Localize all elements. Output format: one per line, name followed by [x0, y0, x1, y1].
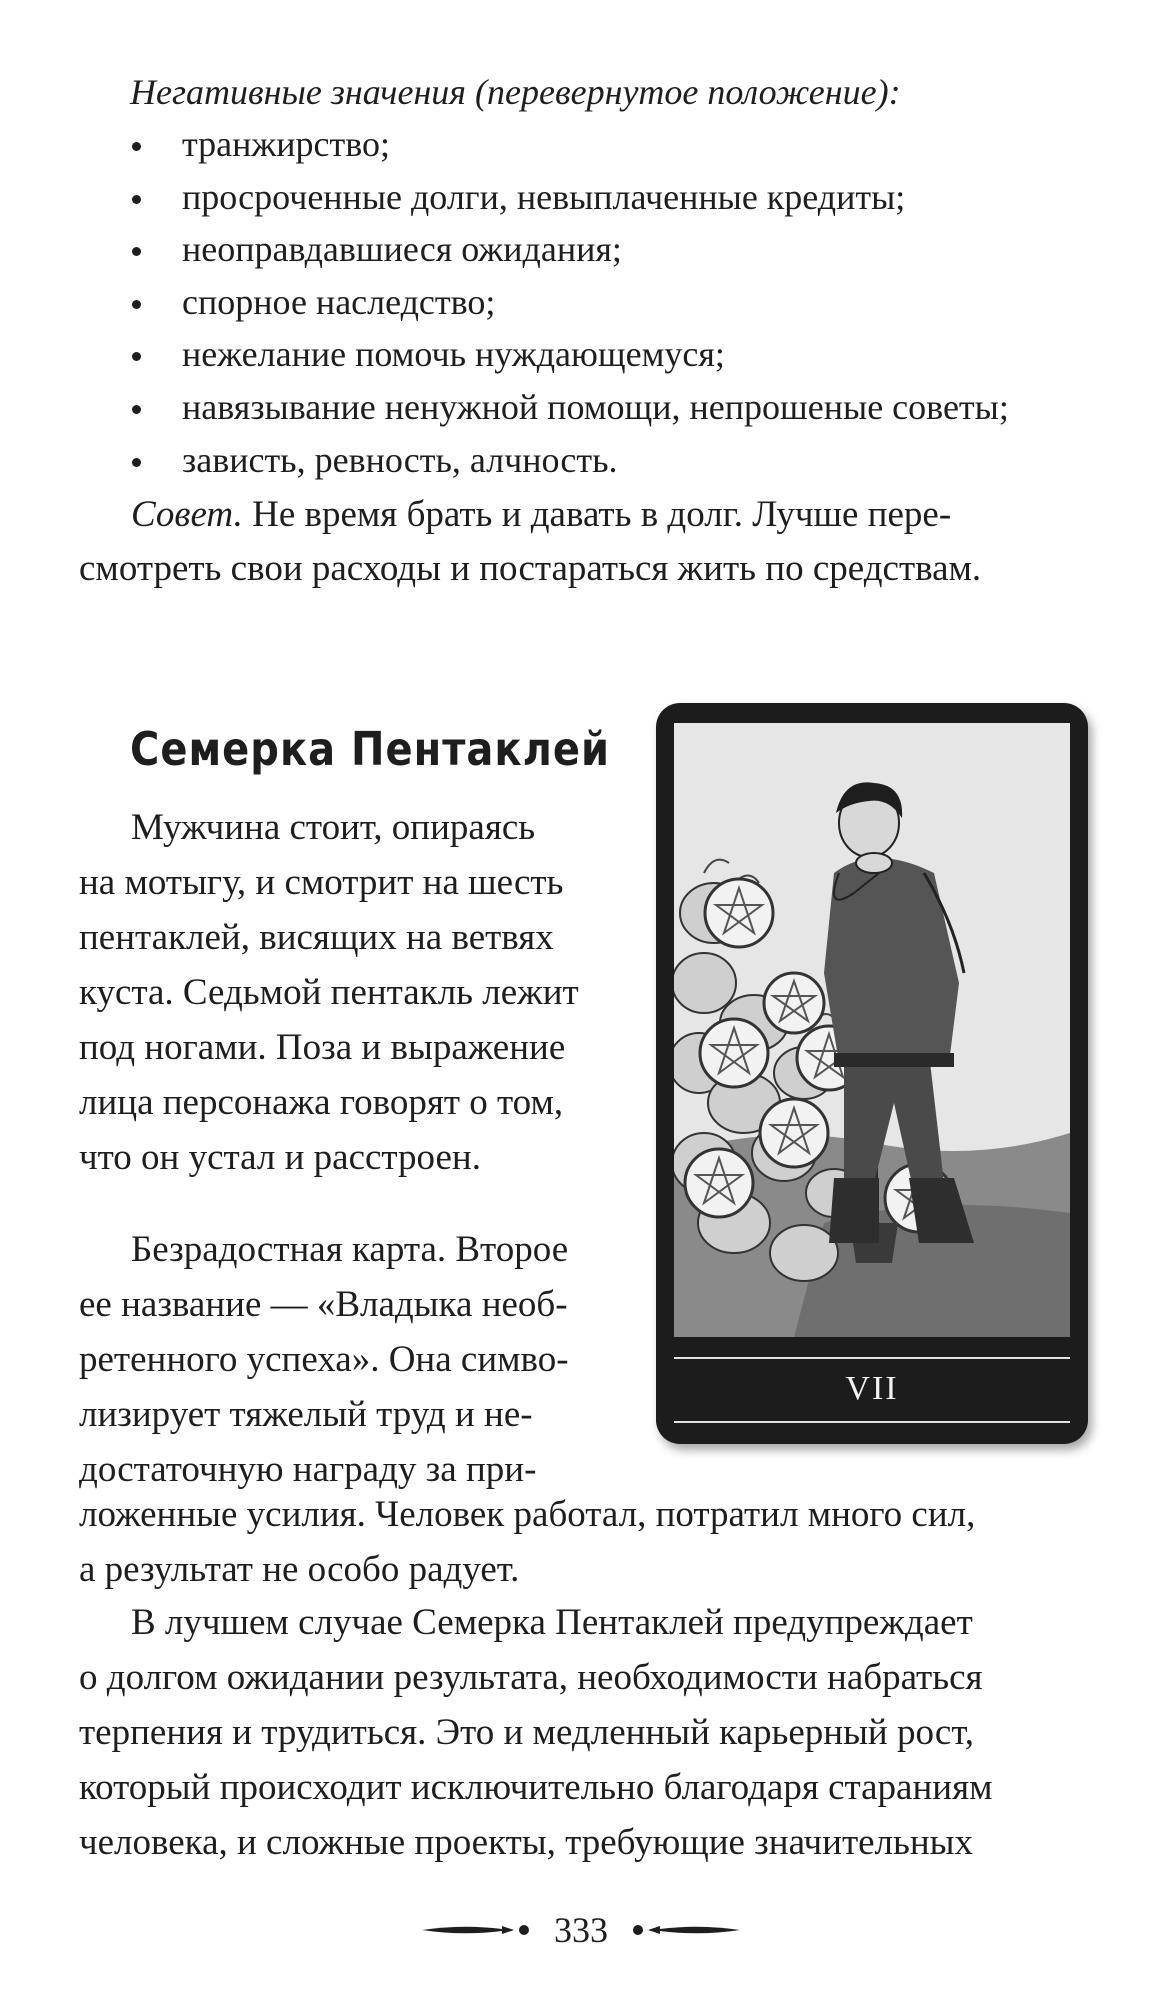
card-number-label: VII: [674, 1357, 1070, 1423]
negative-meanings-list: [130, 118, 1090, 486]
list-item: транжирство;: [130, 118, 1090, 171]
advice-text: Не время брать и давать в долг. Лучше пере-: [252, 494, 952, 535]
card-illustration: [674, 723, 1070, 1337]
list-item: навязывание ненужной помощи, непрошеные советы;: [130, 381, 1090, 434]
advice-line: смотреть свои расходы и постараться жить по средствам.: [79, 548, 982, 589]
list-item: неоправдавшиеся ожидания;: [130, 223, 1090, 276]
text-line: достаточную награду за при-: [79, 1449, 537, 1490]
text-line: о долгом ожидании результата, необходимости набраться: [79, 1657, 983, 1698]
best-case-paragraph: [79, 1595, 1089, 1870]
interpretation-paragraph: [79, 1222, 619, 1497]
text-line: лица персонажа говорят о том,: [79, 1082, 564, 1123]
text-line: что он устал и расстроен.: [79, 1137, 481, 1178]
text-line: куста. Седьмой пентакль лежит: [79, 972, 579, 1013]
list-item: зависть, ревность, алчность.: [130, 434, 1090, 487]
interpretation-paragraph-continued: [79, 1487, 1089, 1597]
description-paragraph: [79, 800, 619, 1185]
ornament-right-icon: [630, 1920, 740, 1940]
text-line: ложенные усилия. Человек работал, потратил много сил,: [79, 1494, 976, 1535]
seven-of-pentacles-illustration: [674, 723, 1070, 1337]
list-item: спорное наследство;: [130, 276, 1090, 329]
text-line: ретенного успеха». Она симво-: [79, 1339, 569, 1380]
text-line: В лучшем случае Семерка Пентаклей предупреждает: [131, 1602, 973, 1643]
advice-paragraph: [79, 488, 1089, 596]
advice-label: Совет.: [131, 494, 243, 535]
text-line: ее название — «Владыка необ-: [79, 1284, 568, 1325]
negative-meanings-heading: Негативные значения (перевернутое положение):: [130, 72, 901, 112]
list-item: нежелание помочь нуждающемуся;: [130, 328, 1090, 381]
text-line: лизирует тяжелый труд и не-: [79, 1394, 533, 1435]
text-line: на мотыгу, и смотрит на шесть: [79, 862, 564, 903]
ornament-left-icon: [422, 1920, 532, 1940]
advice-line: [79, 488, 1089, 542]
text-line: под ногами. Поза и выражение: [79, 1027, 566, 1068]
page-number: 333: [554, 1910, 608, 1950]
text-line: человека, и сложные проекты, требующие значительных: [79, 1822, 974, 1863]
text-line: а результат не особо радует.: [79, 1549, 520, 1590]
text-line: терпения и трудиться. Это и медленный карьерный рост,: [79, 1712, 974, 1753]
text-line: Безрадостная карта. Второе: [131, 1229, 569, 1270]
text-line: который происходит исключительно благодаря стараниям: [79, 1767, 993, 1808]
list-item: просроченные долги, невыплаченные кредиты;: [130, 171, 1090, 224]
text-line: пентаклей, висящих на ветвях: [79, 917, 554, 958]
text-line: Мужчина стоит, опираясь: [131, 807, 536, 848]
tarot-card: [656, 703, 1088, 1444]
section-title: Семерка Пентаклей: [130, 723, 611, 777]
page-footer: [0, 1905, 1162, 1955]
